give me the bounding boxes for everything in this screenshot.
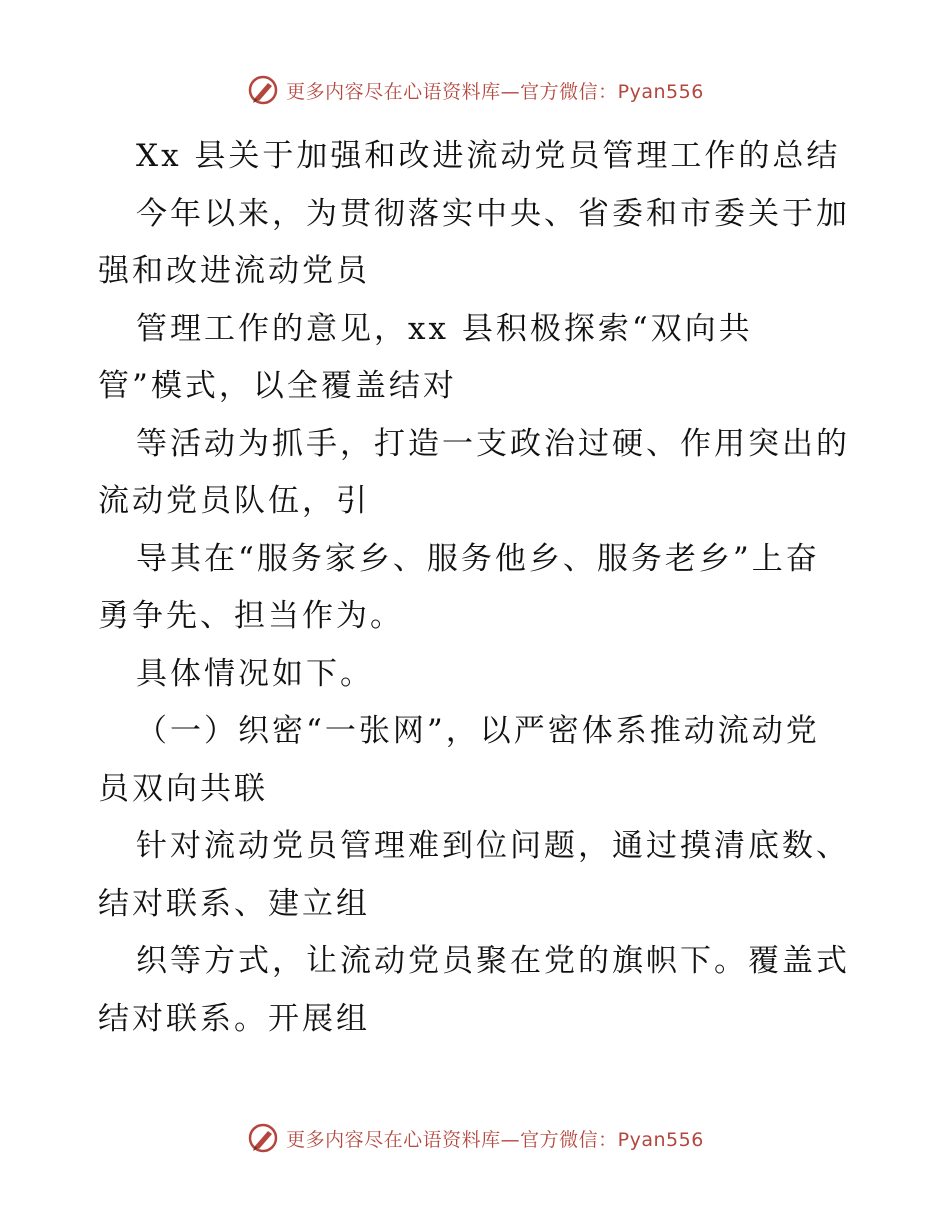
document-body xyxy=(98,128,858,1048)
paragraph-line: 今年以来，为贯彻落实中央、省委和市委关于加 xyxy=(136,195,850,232)
paragraph-line: 结对联系、建立组 xyxy=(98,885,370,922)
section-heading: （一）织密“一张网”，以严密体系推动流动党 xyxy=(136,713,820,749)
document-title: Xx 县关于加强和改进流动党员管理工作的总结 xyxy=(136,138,841,174)
section-heading-continued: 员双向共联 xyxy=(98,770,268,807)
paragraph-line: 管理工作的意见，xx 县积极探索“双向共 xyxy=(136,310,753,347)
paragraph-line: 流动党员队伍，引 xyxy=(98,483,370,519)
paragraph-line: 强和改进流动党员 xyxy=(98,253,370,289)
paragraph-line: 勇争先、担当作为。 xyxy=(98,598,404,634)
paragraph-line: 导其在“服务家乡、服务他乡、服务老乡”上奋 xyxy=(136,540,820,577)
paragraph-line: 织等方式，让流动党员聚在党的旗帜下。覆盖式 xyxy=(136,943,850,979)
paragraph-line: 具体情况如下。 xyxy=(136,655,374,692)
header-banner-text: 更多内容尽在心语资料库—官方微信：Pyan556 xyxy=(286,80,704,103)
paragraph-line: 等活动为抓手，打造一支政治过硬、作用突出的 xyxy=(136,425,850,462)
footer-banner xyxy=(0,1118,950,1158)
paragraph-line: 管”模式，以全覆盖结对 xyxy=(98,368,457,404)
paragraph-line: 针对流动党员管理难到位问题，通过摸清底数、 xyxy=(136,828,850,864)
header-banner xyxy=(0,70,950,110)
pen-logo-icon xyxy=(246,1121,280,1155)
footer-banner-text: 更多内容尽在心语资料库—官方微信：Pyan556 xyxy=(286,1128,704,1151)
pen-logo-icon xyxy=(246,73,280,107)
paragraph-line: 结对联系。开展组 xyxy=(98,1000,370,1037)
